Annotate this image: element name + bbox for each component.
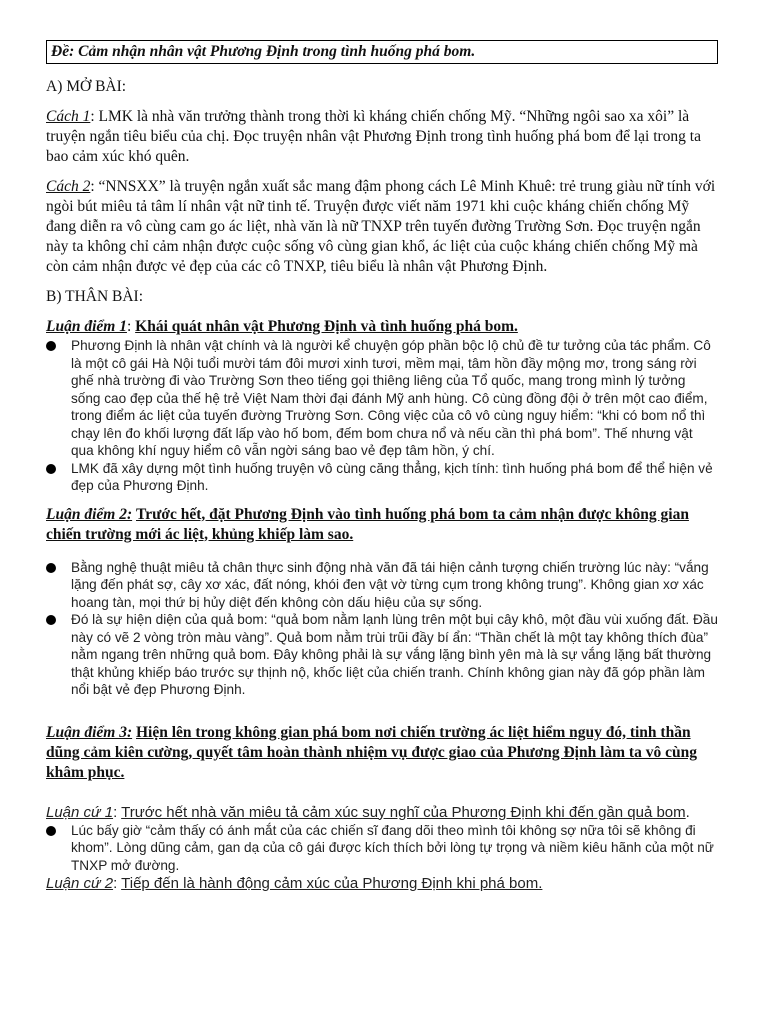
document-page (46, 40, 718, 893)
cach1-paragraph (46, 107, 718, 167)
ld3-label: Luận điểm 3: (46, 723, 133, 741)
ld1-separator: : (126, 318, 136, 335)
list-item (46, 460, 718, 495)
essay-title: Đề: Cảm nhận nhân vật Phương Định trong tình huống phá bom. (46, 40, 718, 64)
bullet-dot-icon (46, 341, 56, 351)
list-item (46, 337, 718, 460)
list-item-text: Bằng nghệ thuật miêu tả chân thực sinh động nhà văn đã tái hiện cảnh tượng chiến trường lúc này: “vắng lặng đến phát sợ, cây xơ xác, đất nóng, khói đen vật vờ từng cụm trong không trung”. Không gian xơ xác hoang tàn, mọi thứ bị hủy diệt đến không còn dấu hiệu của sự sống. (71, 559, 709, 610)
lc1-bullet-list (46, 822, 718, 875)
list-item-text: LMK đã xây dựng một tình huống truyện vô cùng căng thẳng, kịch tính: tình huống phá bom để thể hiện vẻ đẹp của Phương Định. (71, 460, 713, 493)
ld1-heading (46, 317, 718, 337)
ld3-heading (46, 723, 718, 783)
cach2-text: : “NNSXX” là truyện ngắn xuất sắc mang đậm phong cách Lê Minh Khuê: trẻ trung giàu nữ tính với ngòi bút miêu tả tâm lí nhân vật nữ tinh tế. Truyện được viết năm 1971 khi cuộc kháng chiến chống Mỹ đang diễn ra vô cùng cam go ác liệt, nhà văn là nữ TNXP trên tuyến đường Trường Sơn. Đọc truyện ngắn này ta không chỉ cảm nhận được cuộc sống vô cùng gian khổ, ác liệt của cuộc kháng chiến chống Mỹ mà còn cảm nhận được vẻ đẹp của các cô TNXP, tiêu biểu là nhân vật Phương Định. (46, 178, 716, 275)
ld2-label: Luận điểm 2: (46, 505, 133, 523)
ld1-bullet-list (46, 337, 718, 495)
bullet-dot-icon (46, 826, 56, 836)
list-item (46, 611, 718, 699)
than-bai-heading: B) THÂN BÀI: (46, 288, 144, 305)
lc2-heading (46, 874, 718, 893)
list-item-text: Lúc bấy giờ “cảm thấy có ánh mắt của các chiến sĩ đang dõi theo mình tôi không sợ nữa tôi sẽ không đi khom”. Lòng dũng cảm, gan dạ của cô gái được kích thích bởi lòng tự trọng và niềm kiêu hãnh của một nữ TNXP mở đường. (71, 822, 714, 873)
ld2-bullet-list (46, 559, 718, 699)
bullet-dot-icon (46, 615, 56, 625)
mo-bai-heading: A) MỞ BÀI: (46, 78, 127, 95)
ld3-text: Hiện lên trong không gian phá bom nơi chiến trường ác liệt hiểm nguy đó, tinh thần dũng cảm kiên cường, quyết tâm hoàn thành nhiệm vụ được giao của Phương Định làm ta vô cùng khâm phục. (46, 723, 697, 781)
lc2-text: Tiếp đến là hành động cảm xúc của Phương Định khi phá bom. (121, 875, 543, 892)
lc1-end: . (685, 803, 690, 821)
cach1-text: : LMK là nhà văn trưởng thành trong thời kì kháng chiến chống Mỹ. “Những ngôi sao xa xôi” là truyện ngắn tiêu biểu của chị. Đọc truyện nhân vật Phương Định trong tình huống phá bom để lại trong ta bao cảm xúc khó quên. (46, 108, 701, 165)
lc2-label: Luận cứ 2 (46, 875, 114, 892)
ld2-text: Trước hết, đặt Phương Định vào tình huống phá bom ta cảm nhận được không gian chiến trường mới ác liệt, khủng khiếp làm sao. (46, 505, 689, 543)
lc1-text: Trước hết nhà văn miêu tả cảm xúc suy nghĩ của Phương Định khi đến gần quả bom (121, 803, 686, 821)
list-item-text: Đó là sự hiện diện của quả bom: “quả bom nằm lạnh lùng trên một bụi cây khô, một đầu vùi xuống đất. Đầu này có vẽ 2 vòng tròn màu vàng”. Quả bom nằm trùi trũi đầy bí ẩn: “Thần chết là một tay không thích đùa” nằm ngang trên những quả bom. Đây không phải là sự vắng lặng bình yên mà là sự vắng lặng bất thường thật khủng khiếp báo trước sự thịnh nộ, khốc liệt của chiến tranh. Chính không gian này đã góp phần làm nổi bật vẻ đẹp Phương Định. (71, 612, 718, 697)
ld1-text: Khái quát nhân vật Phương Định và tình huống phá bom. (135, 318, 518, 335)
bullet-dot-icon (46, 563, 56, 573)
cach2-label: Cách 2 (46, 178, 91, 195)
list-item (46, 559, 718, 612)
cach1-label: Cách 1 (46, 108, 91, 125)
list-item-text: Phương Định là nhân vật chính và là người kể chuyện góp phần bộc lộ chủ đề tư tưởng của tác phẩm. Cô là một cô gái Hà Nội tuổi mười tám đôi mươi xinh tươi, mềm mại, tâm hồn đầy mộng mơ, trong sáng rời ghế nhà trường đi vào Trường Sơn theo tiếng gọi thiêng liêng của Tổ quốc, mang trong mình lý tưởng sống cao đẹp của thế hệ trẻ Việt Nam thời đại đánh Mỹ anh hùng. Cô cùng đồng đội ở trên một cao điểm, trong điểm ác liệt của tuyến đường Trường Sơn. Công việc của cô vô cùng nguy hiểm: “khi có bom nổ thì chạy lên đo khối lượng đất lấp vào hố bom, đếm bom chưa nổ và nếu cần thì phá bom”. Thế nhưng vật qua không khí nguy hiểm cô vẫn ngời sáng bao vẻ đẹp tâm hồn, ý chí. (71, 338, 711, 458)
ld2-heading (46, 505, 718, 545)
bullet-dot-icon (46, 464, 56, 474)
lc2-separator: : (113, 875, 122, 892)
lc1-label: Luận cứ 1 (46, 803, 114, 821)
ld1-label: Luận điểm 1 (46, 318, 127, 335)
lc1-heading (46, 803, 718, 822)
list-item (46, 822, 718, 875)
cach2-paragraph (46, 177, 718, 277)
lc1-separator: : (113, 803, 122, 821)
